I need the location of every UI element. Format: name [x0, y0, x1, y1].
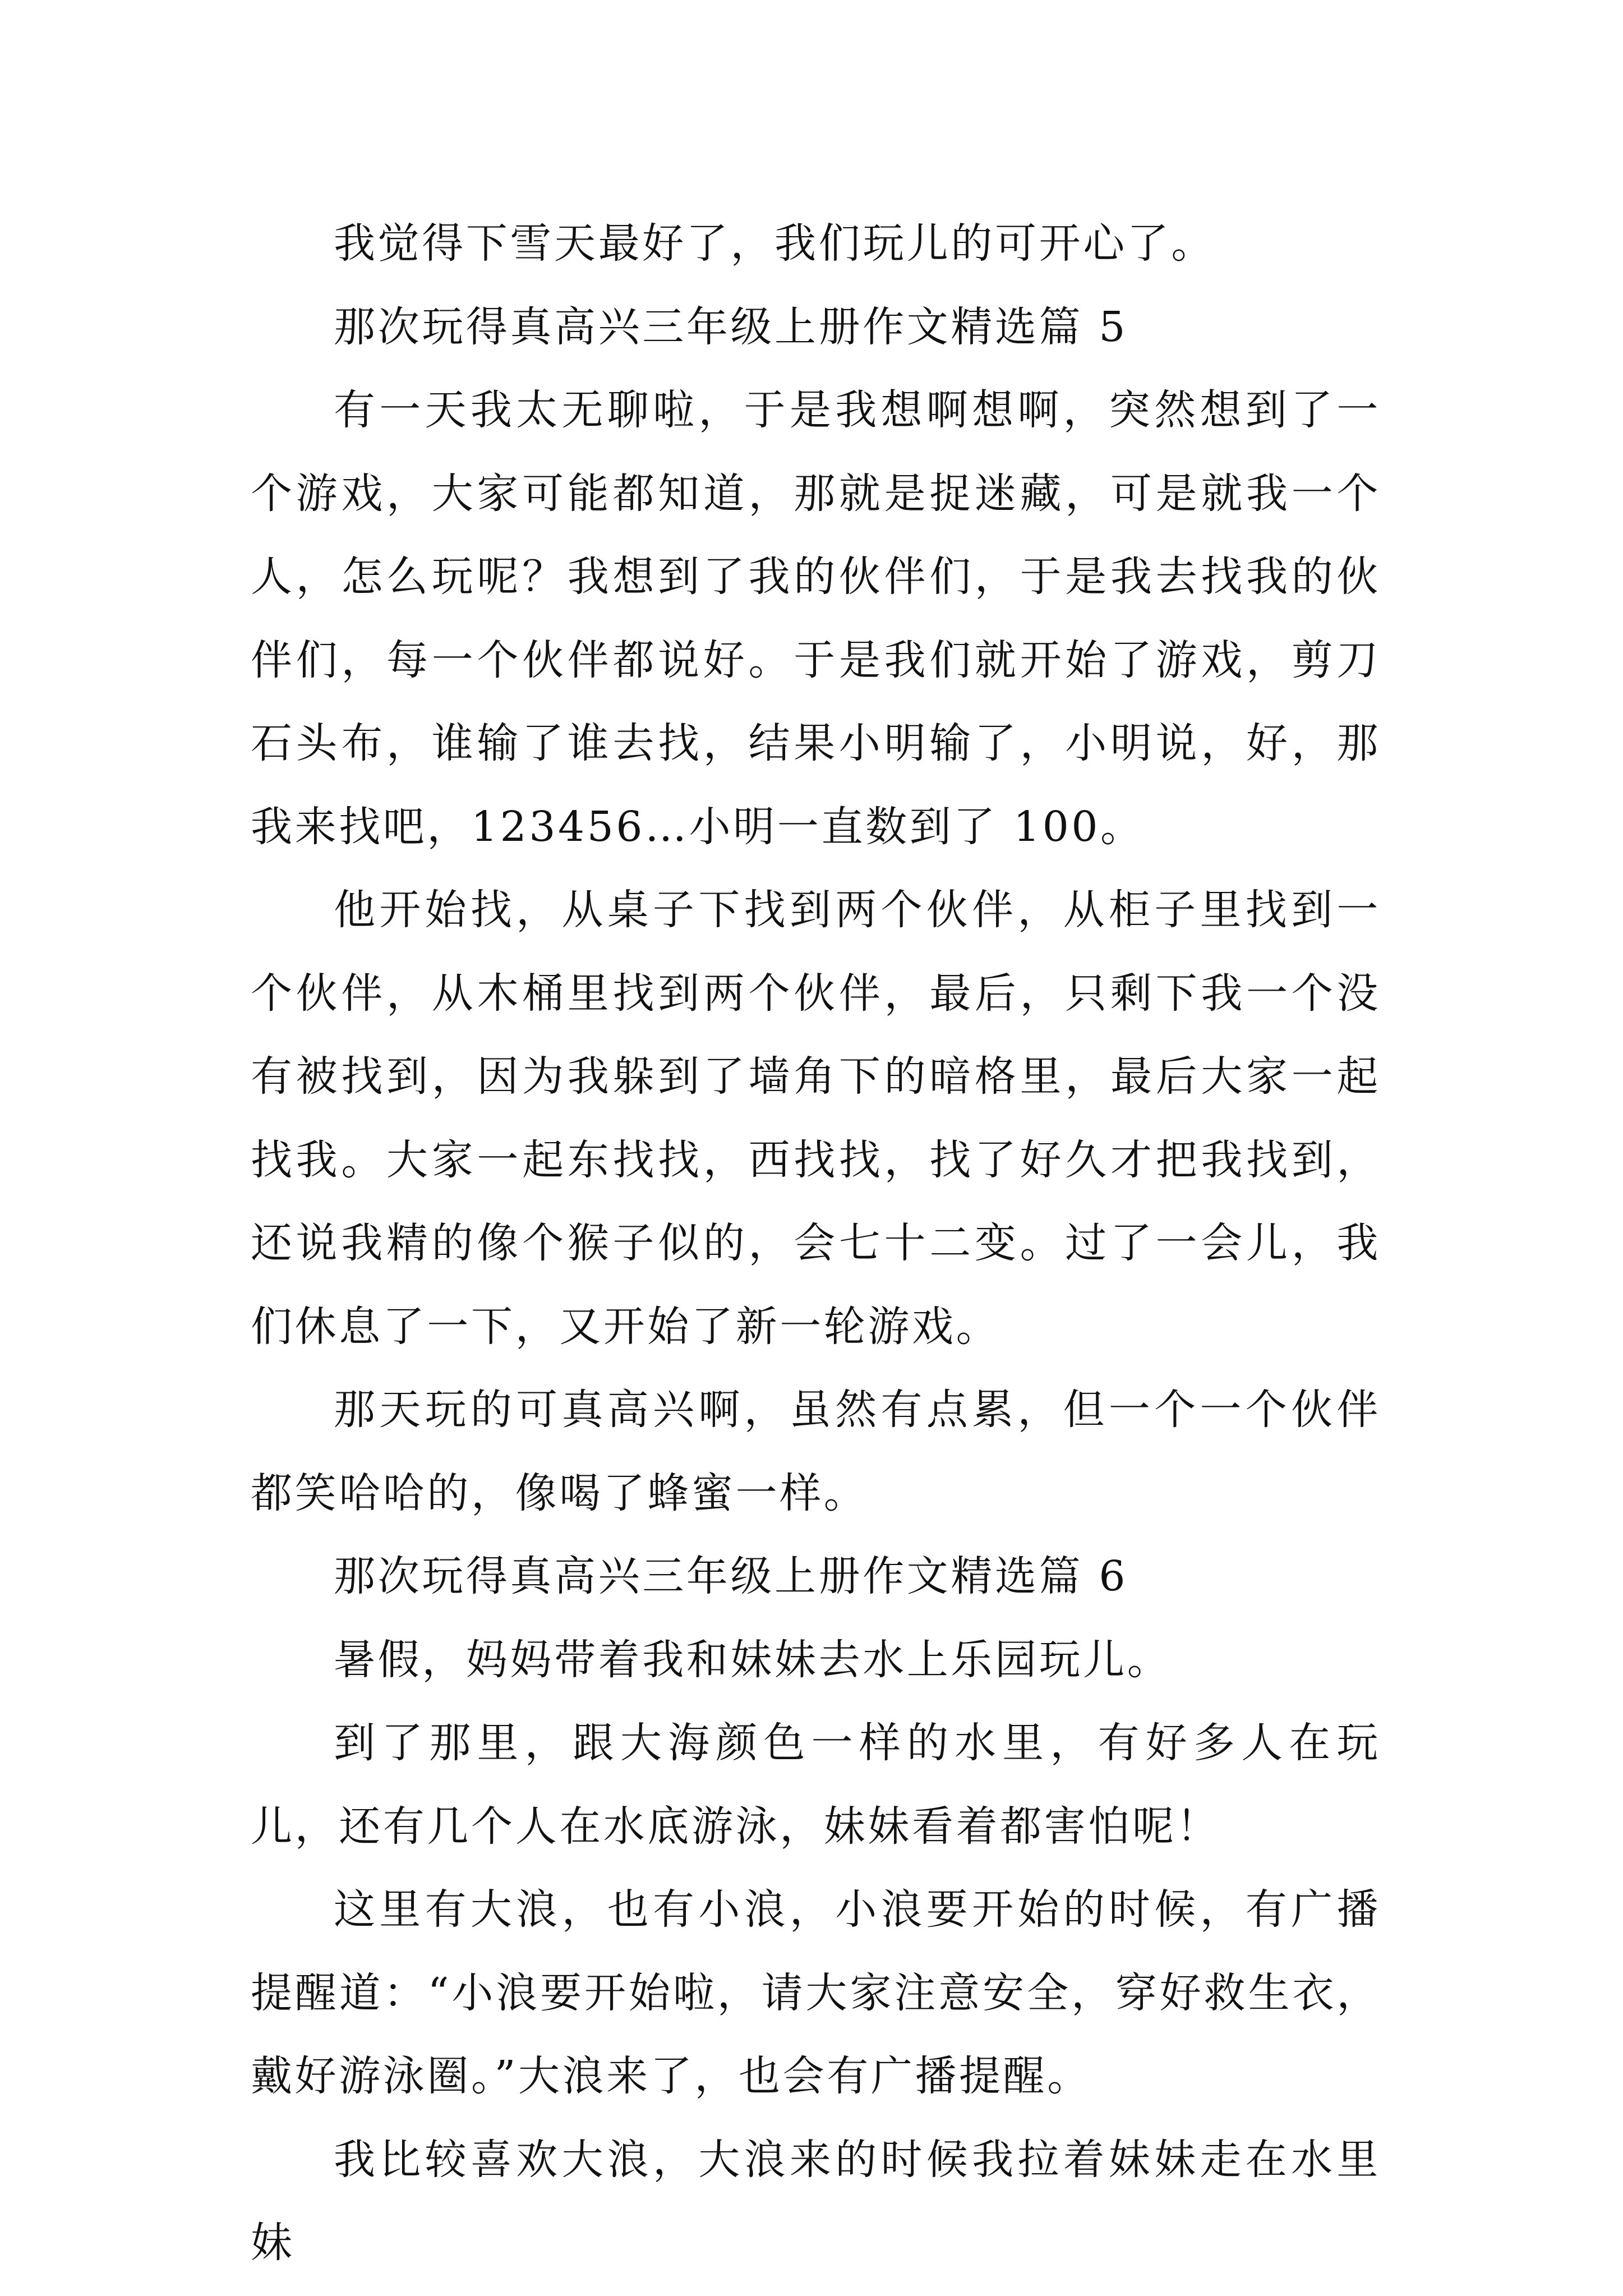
paragraph: 这里有大浪，也有小浪，小浪要开始的时候，有广播提醒道：“小浪要开始啦，请大家注意安全，穿好救生衣，戴好游泳圈。”大浪来了，也会有广播提醒。 [251, 1885, 1381, 2100]
paragraph: 我觉得下雪天最好了，我们玩儿的可开心了。 [334, 219, 1215, 268]
section-heading: 那次玩得真高兴三年级上册作文精选篇 5 [334, 302, 1128, 351]
paragraph: 暑假，妈妈带着我和妹妹去水上乐园玩儿。 [334, 1635, 1172, 1684]
paragraph: 那天玩的可真高兴啊，虽然有点累，但一个一个伙伴都笑哈哈的，像喝了蜂蜜一样。 [251, 1386, 1381, 1517]
paragraph: 他开始找，从桌子下找到两个伙伴，从柜子里找到一个伙伴，从木桶里找到两个伙伴，最后，只剩下我一个没有被找到，因为我躲到了墙角下的暗格里，最后大家一起找我。大家一起东找找，西找找，找了好久才把我找到，还说我精的像个猴子似的，会七十二变。过了一会儿，我们休息了一下，又开始了新一轮游戏。 [251, 886, 1381, 1351]
paragraph: 我比较喜欢大浪，大浪来的时候我拉着妹妹走在水里妹 [251, 2135, 1381, 2267]
paragraph: 到了那里，跟大海颜色一样的水里，有好多人在玩儿，还有几个人在水底游泳，妹妹看着都害怕呢！ [251, 1719, 1381, 1851]
document-body [251, 202, 1381, 2285]
section-heading: 那次玩得真高兴三年级上册作文精选篇 6 [334, 1552, 1128, 1600]
paragraph: 有一天我太无聊啦，于是我想啊想啊，突然想到了一个游戏，大家可能都知道，那就是捉迷藏，可是就我一个人，怎么玩呢？我想到了我的伙伴们，于是我去找我的伙伴们，每一个伙伴都说好。于是我们就开始了游戏，剪刀石头布，谁输了谁去找，结果小明输了，小明说，好，那我来找吧，123456…小明一直数到了 100。 [251, 386, 1381, 851]
